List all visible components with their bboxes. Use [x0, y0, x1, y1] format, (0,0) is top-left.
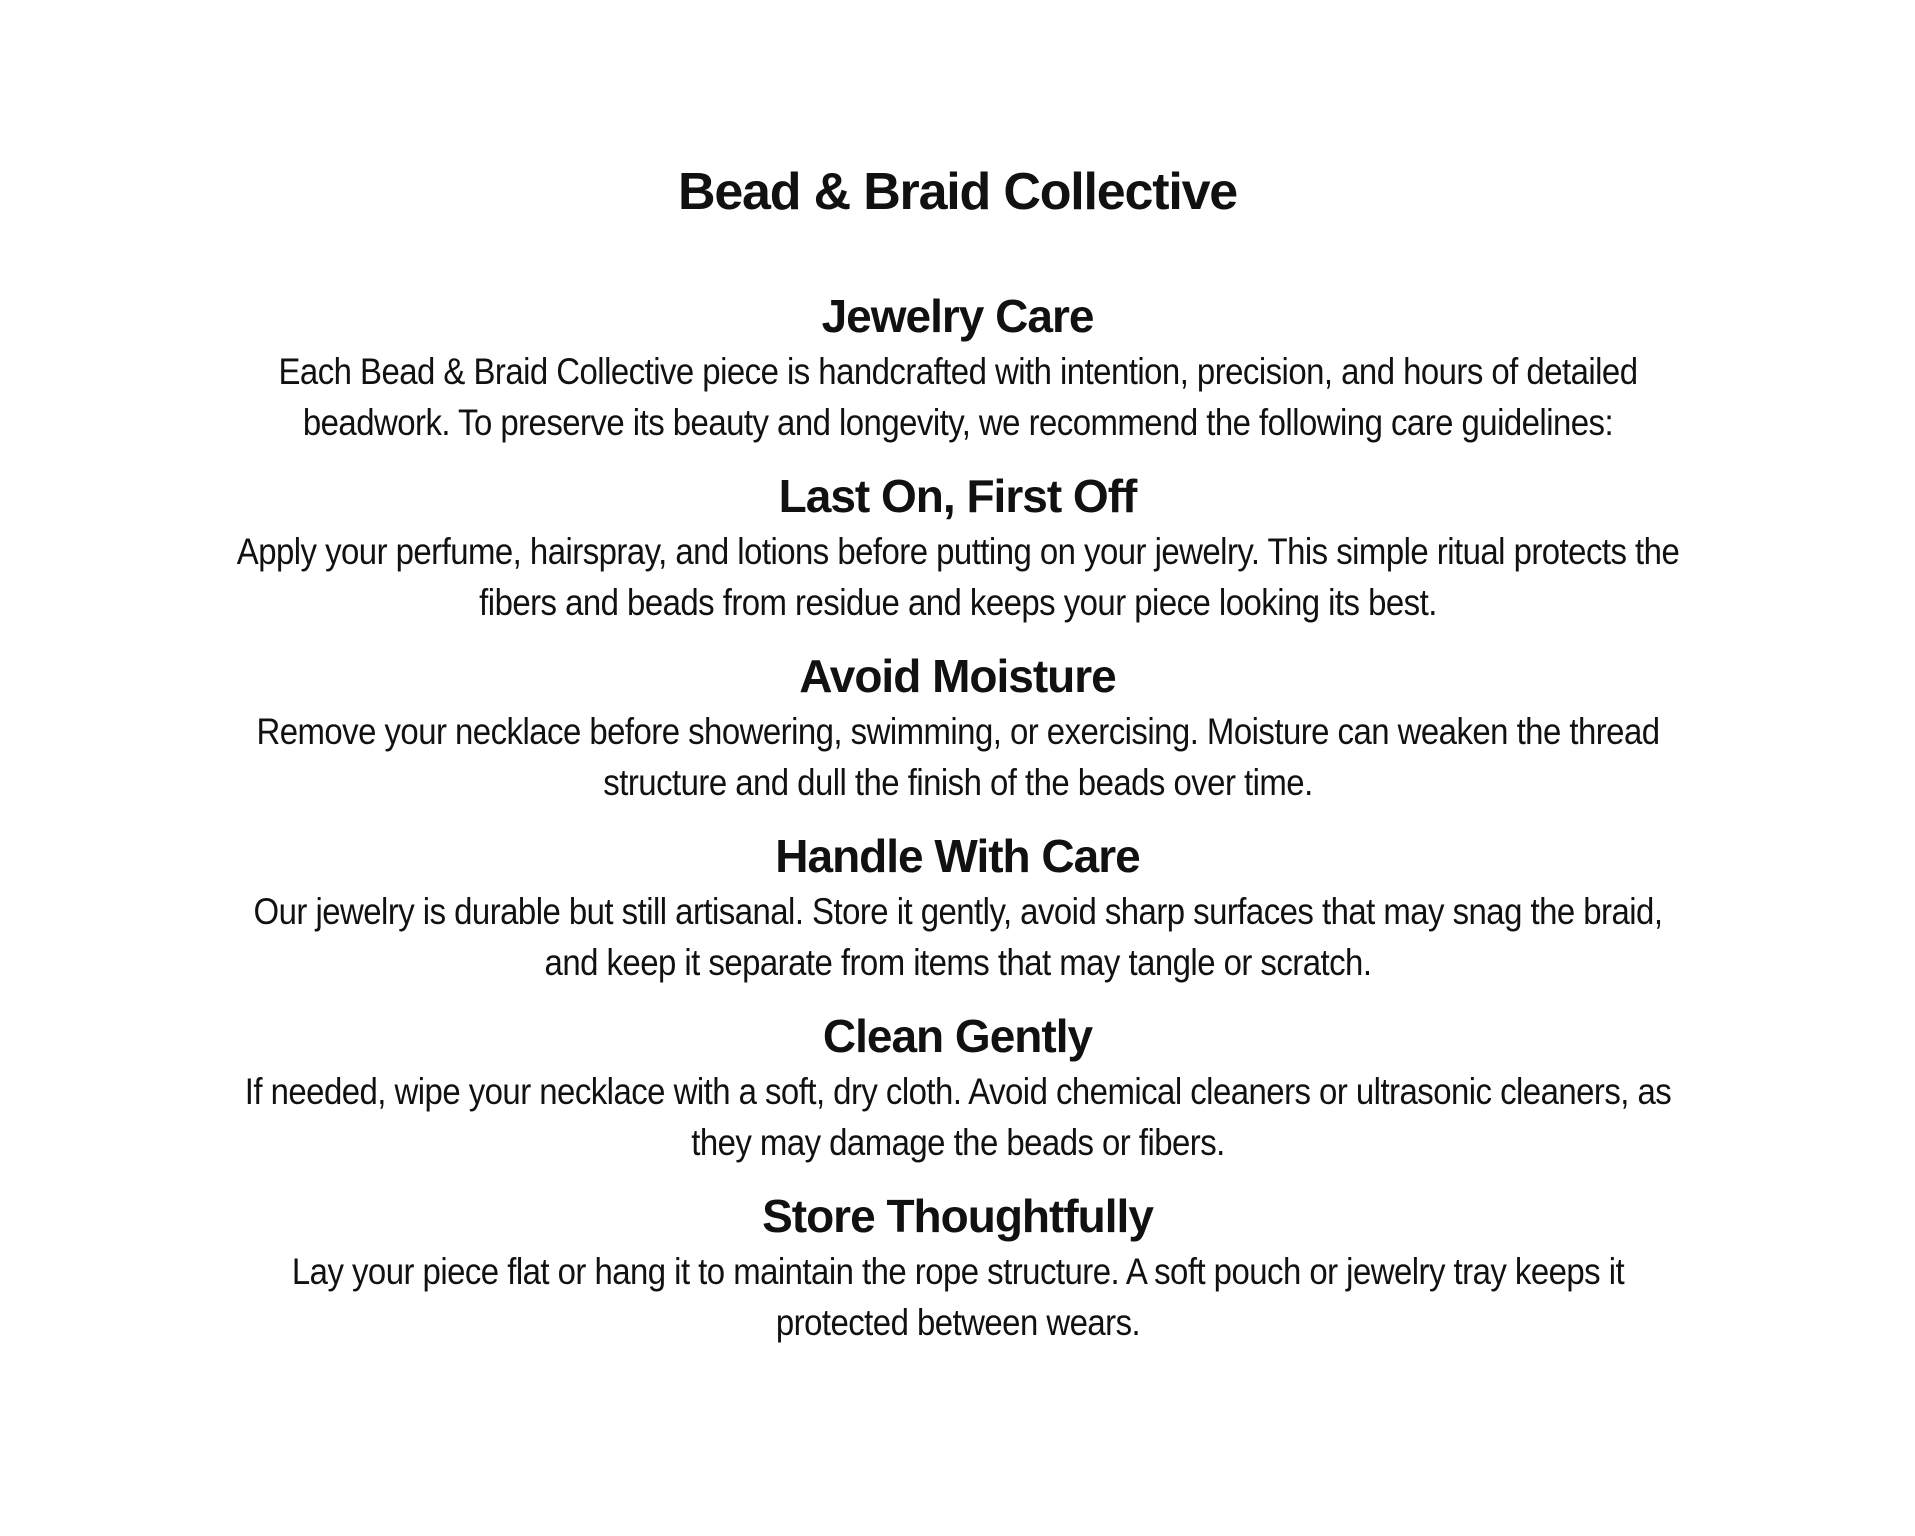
- section-heading: Avoid Moisture: [799, 650, 1116, 702]
- section-body: If needed, wipe your necklace with a soft, dry cloth. Avoid chemical cleaners or ultrasonic cleaners, as they may damage the beads or fibers.: [244, 1071, 1671, 1163]
- section-body: Apply your perfume, hairspray, and lotions before putting on your jewelry. This simple ritual protects the fibers and beads from residue and keeps your piece looking its best.: [236, 531, 1679, 623]
- care-section-store-thoughtfully: [0, 1188, 1915, 1348]
- intro-body: Each Bead & Braid Collective piece is handcrafted with intention, precision, and hours of detailed beadwork. To preserve its beauty and longevity, we recommend the following care guidelines:: [277, 351, 1638, 443]
- section-body: Lay your piece flat or hang it to maintain the rope structure. A soft pouch or jewelry tray keeps it protected between wears.: [291, 1251, 1624, 1343]
- section-heading: Clean Gently: [822, 1010, 1093, 1062]
- intro-heading: Jewelry Care: [821, 290, 1094, 342]
- care-section-clean-gently: [0, 1008, 1915, 1168]
- section-heading: Last On, First Off: [778, 470, 1137, 522]
- care-section-handle-with-care: [0, 828, 1915, 988]
- section-body: Our jewelry is durable but still artisanal. Store it gently, avoid sharp surfaces that may snag the braid, and keep it separate from items that may tangle or scratch.: [253, 891, 1662, 983]
- section-heading: Handle With Care: [775, 830, 1140, 882]
- document-title: Bead & Braid Collective: [677, 163, 1238, 221]
- care-section-last-on-first-off: [0, 468, 1915, 628]
- section-body: Remove your necklace before showering, swimming, or exercising. Moisture can weaken the thread structure and dull the finish of the beads over time.: [255, 711, 1660, 803]
- care-section-avoid-moisture: [0, 648, 1915, 808]
- jewelry-care-intro: [0, 288, 1915, 448]
- section-heading: Store Thoughtfully: [762, 1190, 1153, 1242]
